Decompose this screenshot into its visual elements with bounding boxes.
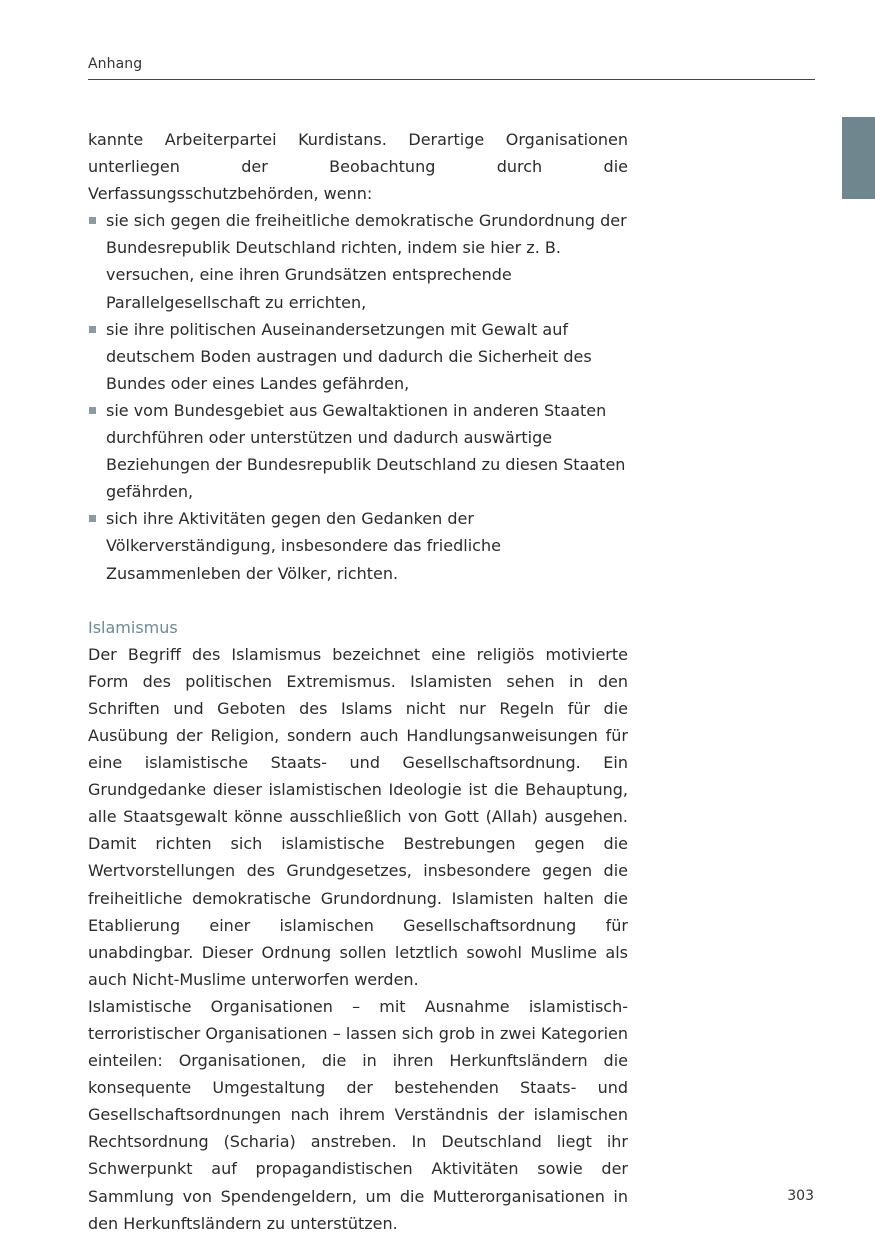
section-heading: Islamismus	[88, 617, 178, 637]
running-header: Anhang	[88, 56, 143, 72]
intro-paragraph: kannte Arbeiterpartei Kurdistans. Derartige Organisationen unterliegen der Beobachtung durch die Verfassungsschutzbehörden, wenn:	[88, 130, 628, 204]
body-paragraph: Islamistische Organisationen – mit Ausnahme islamistisch-terroristischer Organisationen – lassen sich grob in zwei Kategorien einteilen: Organisationen, die in ihren Herkunftsländern die konsequente Umgestaltung der bestehenden Staats- und Gesellschaftsordnungen nach ihrem Verständnis der islamischen Rechtsordnung (Scharia) anstreben. In Deutschland liegt ihr Schwerpunkt auf propagandistischen Aktivitäten sowie der Sammlung von Spendengeldern, um die Mutterorganisationen in den Herkunftsländern zu unterstützen.	[88, 996, 628, 1233]
body-paragraph: Der Begriff des Islamismus bezeichnet eine religiös motivierte Form des politischen Extremismus. Islamisten sehen in den Schriften und Geboten des Islams nicht nur Regeln für die Ausübung der Religion, sondern auch Handlungsanweisungen für eine islamistische Staats- und Gesellschaftsordnung. Ein Grundgedanke dieser islamistischen Ideologie ist die Behauptung, alle Staatsgewalt könne ausschließlich von Gott (Allah) ausgehen. Damit richten sich islamistische Bestrebungen gegen die Wertvorstellungen des Grundgesetzes, insbesondere gegen die freiheitliche demokratische Grundordnung. Islamisten halten die Etablierung einer islamischen Gesellschaftsordnung für unabdingbar. Dieser Ordnung sollen letztlich sowohl Muslime als auch Nicht-Muslime unterworfen werden.	[88, 644, 628, 989]
list-item	[88, 207, 628, 315]
header-rule	[88, 79, 815, 80]
list-item-text: sie sich gegen die freiheitliche demokratische Grundordnung der Bundesrepublik Deutschland richten, indem sie hier z. B. versuchen, eine ihren Grundsätzen entsprechende Parallelgesellschaft zu errichten,	[106, 211, 627, 312]
list-item	[88, 397, 628, 505]
square-bullet-icon	[89, 515, 96, 522]
page-body	[88, 126, 628, 1237]
list-item-text: sie vom Bundesgebiet aus Gewaltaktionen in anderen Staaten durchführen oder unterstützen und dadurch auswärtige Beziehungen der Bundesrepublik Deutschland zu diesen Staaten gefährden,	[106, 400, 626, 502]
list-item-text: sie ihre politischen Auseinandersetzungen mit Gewalt auf deutschem Boden austragen und dadurch die Sicherheit des Bundes oder eines Landes gefährden,	[106, 319, 592, 393]
square-bullet-icon	[89, 217, 96, 224]
chapter-side-tab	[842, 117, 875, 199]
page-number: 303	[787, 1188, 814, 1204]
condition-list	[88, 207, 628, 586]
square-bullet-icon	[89, 407, 96, 414]
square-bullet-icon	[89, 326, 96, 333]
list-item-text: sich ihre Aktivitäten gegen den Gedanken der Völkerverständigung, insbesondere das friedliche Zusammenleben der Völker, richten.	[106, 509, 501, 583]
list-item	[88, 505, 628, 586]
list-item	[88, 316, 628, 397]
